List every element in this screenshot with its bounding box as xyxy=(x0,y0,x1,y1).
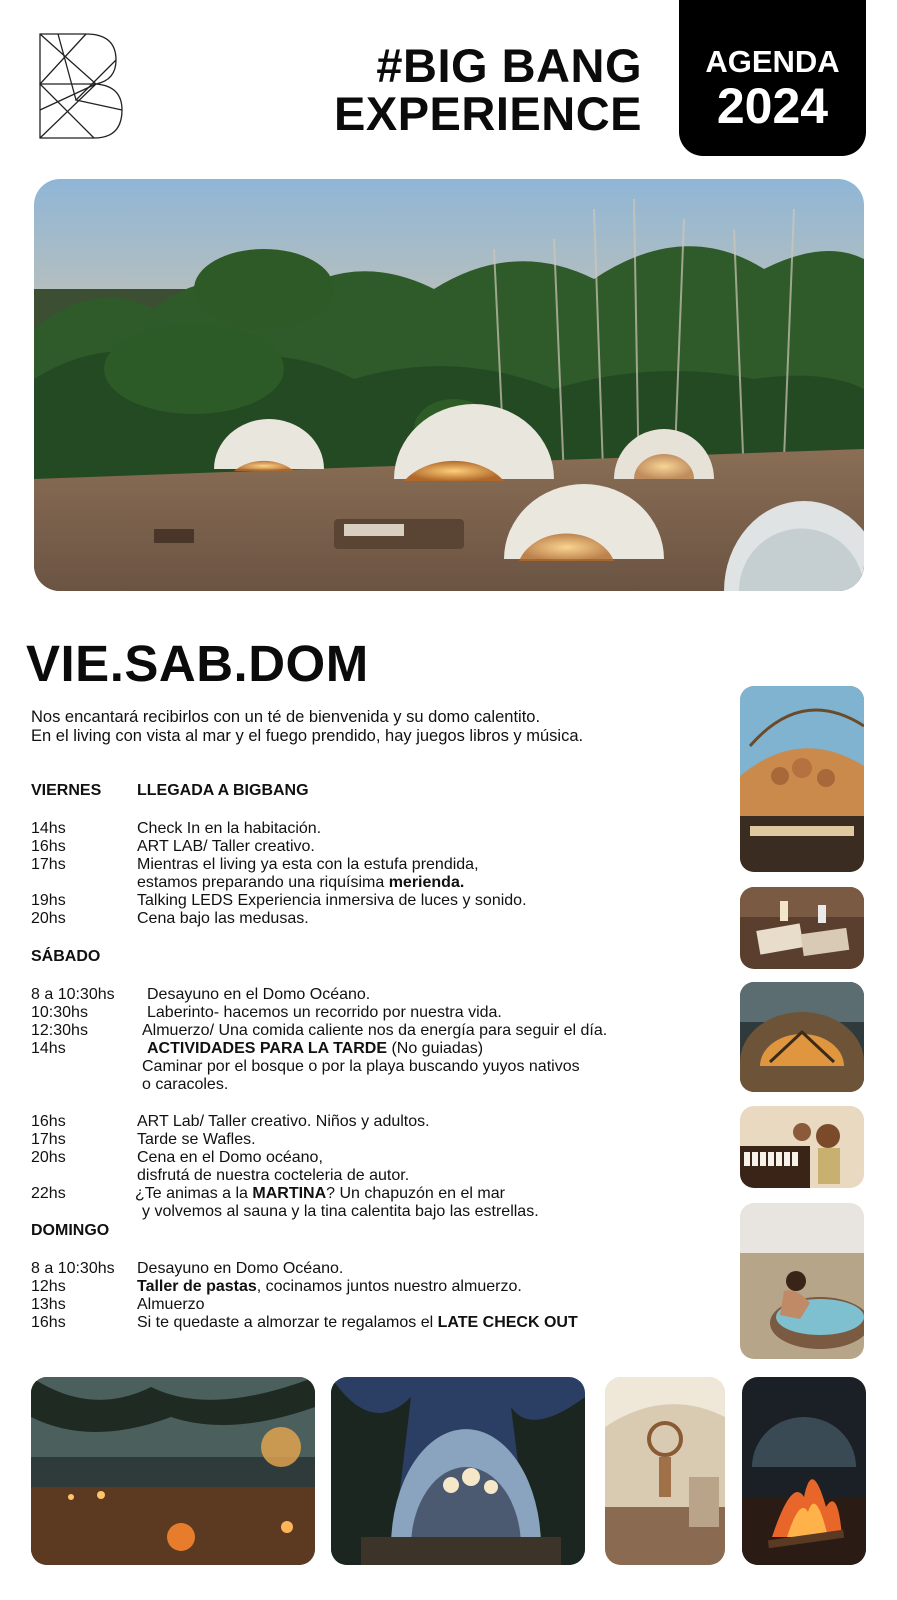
row-time: 19hs xyxy=(31,892,66,909)
row-text: ART LAB/ Taller creativo. xyxy=(137,838,315,855)
photo-campfire xyxy=(742,1377,866,1565)
row-time: 16hs xyxy=(31,1113,66,1130)
row-text: Almuerzo xyxy=(137,1296,205,1313)
row-text: Tarde se Wafles. xyxy=(137,1131,256,1148)
row-text-pre: estamos preparando una riquísima xyxy=(137,874,389,891)
row-text-bold: MARTINA xyxy=(252,1185,327,1202)
row-time: 12hs xyxy=(31,1278,66,1295)
row-text: Cena en el Domo océano, xyxy=(137,1149,323,1166)
row-text: Check In en la habitación. xyxy=(137,820,322,837)
row-text: disfrutá de nuestra cocteleria de autor. xyxy=(137,1167,410,1184)
agenda-label: AGENDA xyxy=(705,44,840,79)
photo-dome-dusk xyxy=(740,982,864,1092)
row-time: 8 a 10:30hs xyxy=(31,986,115,1003)
row-text: Mientras el living ya esta con la estufa prendida, xyxy=(137,856,479,873)
row-text-pre: Si te quedaste a almorzar te regalamos el xyxy=(137,1314,438,1331)
row-time: 20hs xyxy=(31,1149,66,1166)
row-text: Cena bajo las medusas. xyxy=(137,910,309,927)
photo-living-interior xyxy=(740,686,864,872)
row-text xyxy=(137,1278,522,1296)
row-time: 14hs xyxy=(31,820,66,837)
row-text-bold: Taller de pastas xyxy=(137,1278,257,1295)
row-text: Talking LEDS Experiencia inmersiva de luces y sonido. xyxy=(137,892,527,909)
domingo-heading: DOMINGO xyxy=(31,1222,110,1239)
row-text: Almuerzo/ Una comida caliente nos da energía para seguir el día. xyxy=(142,1022,608,1039)
row-time: 8 a 10:30hs xyxy=(31,1260,115,1277)
agenda-badge xyxy=(679,0,866,156)
title-line-1: #BIG BANG xyxy=(376,39,642,92)
photo-dome-night-dining xyxy=(331,1377,585,1565)
viernes-subtitle: LLEGADA A BIGBANG xyxy=(137,782,309,799)
title-line-2: EXPERIENCE xyxy=(334,87,642,140)
row-time: 17hs xyxy=(31,1131,66,1148)
row-time: 13hs xyxy=(31,1296,66,1313)
row-text-post: , cocinamos juntos nuestro almuerzo. xyxy=(256,1278,522,1295)
days-heading: VIE.SAB.DOM xyxy=(26,635,369,692)
row-text xyxy=(135,1185,505,1203)
row-text-bold: LATE CHECK OUT xyxy=(437,1314,578,1331)
hero-photo-domes xyxy=(34,179,864,591)
row-text-pre: ¿Te animas a la xyxy=(135,1185,253,1202)
intro-line-1: Nos encantará recibirlos con un té de bienvenida y su domo calentito. xyxy=(31,708,541,726)
viernes-heading xyxy=(31,782,309,800)
row-text: y volvemos al sauna y la tina calentita bajo las estrellas. xyxy=(142,1203,539,1220)
row-text: Caminar por el bosque o por la playa buscando yuyos nativos xyxy=(142,1058,580,1075)
sabado-heading: SÁBADO xyxy=(31,948,101,965)
viernes-day: VIERNES xyxy=(31,782,102,799)
row-time: 10:30hs xyxy=(31,1004,88,1021)
intro-line-2: En el living con vista al mar y el fuego prendido, hay juegos libros y música. xyxy=(31,727,584,745)
row-time: 12:30hs xyxy=(31,1022,88,1039)
photo-hot-tub-beach xyxy=(740,1203,864,1359)
row-text xyxy=(137,1314,578,1332)
row-text: Desayuno en el Domo Océano. xyxy=(147,986,371,1003)
event-title xyxy=(302,39,642,140)
row-text: ART Lab/ Taller creativo. Niños y adultos. xyxy=(137,1113,430,1130)
bigbang-logo xyxy=(36,30,124,142)
photo-piano-kids xyxy=(740,1106,864,1188)
intro-text xyxy=(31,708,583,746)
row-text-bold: ACTIVIDADES PARA LA TARDE xyxy=(147,1040,387,1057)
row-text-post: ? Un chapuzón en el mar xyxy=(326,1185,505,1202)
row-time: 22hs xyxy=(31,1185,66,1202)
row-time: 14hs xyxy=(31,1040,66,1057)
row-text-bold: merienda. xyxy=(388,874,465,891)
row-time: 17hs xyxy=(31,856,66,873)
row-text xyxy=(147,1040,483,1058)
row-text: Desayuno en Domo Océano. xyxy=(137,1260,344,1277)
photo-dome-interior-dreamcatcher xyxy=(605,1377,725,1565)
photo-welcome-tea xyxy=(740,887,864,969)
row-time: 16hs xyxy=(31,1314,66,1331)
row-text xyxy=(137,874,464,892)
photo-night-garden xyxy=(31,1377,315,1565)
row-text: o caracoles. xyxy=(142,1076,229,1093)
row-time: 16hs xyxy=(31,838,66,855)
agenda-year: 2024 xyxy=(716,78,829,134)
row-text: Laberinto- hacemos un recorrido por nuestra vida. xyxy=(147,1004,502,1021)
row-time: 20hs xyxy=(31,910,66,927)
row-text-post: (No guiadas) xyxy=(387,1040,484,1057)
